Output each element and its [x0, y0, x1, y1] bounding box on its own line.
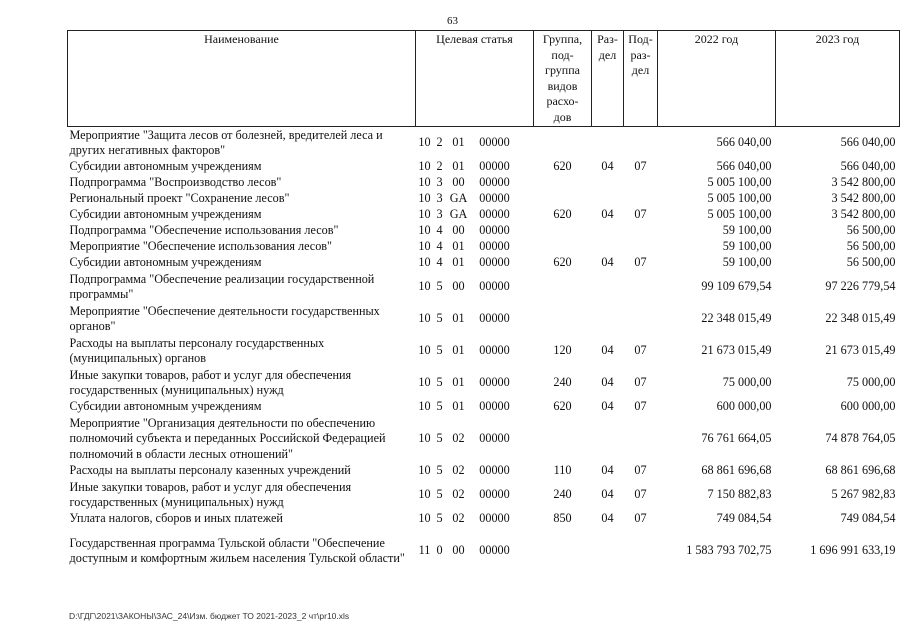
row-group: 110 — [553, 463, 572, 478]
row-name: Подпрограмма "Обеспечение реализации государственной программы" — [69, 271, 375, 301]
target-article-part: 00000 — [479, 463, 510, 478]
target-article-part: 10 — [418, 135, 431, 150]
row-target-article — [416, 127, 534, 160]
header-subsection: Под- раз- дел — [624, 31, 658, 127]
row-target-article — [416, 207, 534, 223]
row-group: 620 — [553, 255, 572, 270]
target-article-part: 00000 — [479, 543, 510, 558]
target-article-part: 01 — [452, 135, 465, 150]
target-article-part: 5 — [436, 399, 443, 414]
table-row — [68, 511, 900, 527]
target-article-part: 4 — [436, 239, 443, 254]
row-subsection — [624, 127, 658, 160]
row-target-article — [416, 223, 534, 239]
row-group — [534, 415, 592, 463]
row-subsection: 07 — [634, 399, 647, 414]
row-y2023: 56 500,00 — [846, 239, 896, 254]
row-y2022: 749 084,54 — [716, 511, 772, 526]
row-y2023: 600 000,00 — [840, 399, 896, 414]
target-article-part: 00000 — [479, 159, 510, 174]
target-article-part: 00000 — [479, 191, 510, 206]
target-article-part: 00000 — [479, 223, 510, 238]
row-group: 240 — [553, 375, 572, 390]
target-article-part: 01 — [452, 343, 465, 358]
row-y2022: 76 761 664,05 — [701, 431, 772, 446]
table-row — [68, 399, 900, 415]
row-group: 120 — [553, 343, 572, 358]
table-body — [68, 127, 900, 576]
table-header-row — [68, 31, 900, 127]
row-y2023: 56 500,00 — [846, 255, 896, 270]
row-target-article — [416, 335, 534, 367]
target-article-part: 10 — [418, 175, 431, 190]
budget-table — [67, 30, 900, 575]
target-article-part: 02 — [452, 463, 465, 478]
row-y2022: 75 000,00 — [722, 375, 772, 390]
row-name: Субсидии автономным учреждениям — [69, 207, 262, 222]
row-y2022: 600 000,00 — [716, 399, 772, 414]
row-y2022: 59 100,00 — [722, 239, 772, 254]
target-article-part: 00000 — [479, 207, 510, 222]
table-row — [68, 463, 900, 479]
target-article-part: 0 — [436, 543, 443, 558]
row-name: Субсидии автономным учреждениям — [69, 159, 262, 174]
row-y2023: 74 878 764,05 — [825, 431, 896, 446]
header-section: Раз- дел — [592, 31, 624, 127]
row-subsection — [624, 527, 658, 575]
target-article-part: GA — [449, 191, 468, 206]
row-section — [592, 271, 624, 303]
row-y2022: 7 150 882,83 — [707, 487, 772, 502]
row-name: Расходы на выплаты персоналу государственных (муниципальных) органов — [69, 335, 325, 365]
page-number: 63 — [447, 15, 458, 27]
row-name: Уплата налогов, сборов и иных платежей — [69, 511, 283, 526]
row-target-article — [416, 527, 534, 575]
row-name: Подпрограмма "Обеспечение использования лесов" — [69, 223, 339, 238]
target-article-part: 10 — [418, 239, 431, 254]
target-article-part: 00000 — [479, 431, 510, 446]
target-article-part: 10 — [418, 311, 431, 326]
target-article-part: 2 — [436, 135, 443, 150]
row-target-article — [416, 191, 534, 207]
target-article-part: 10 — [418, 511, 431, 526]
target-article-part: 01 — [452, 311, 465, 326]
row-section: 04 — [601, 463, 614, 478]
footer-file-path: D:\ГДГ\2021\ЗАКОНЫ\ЗАС_24\Изм. бюджет ТО 2021-2023_2 чт\pr10.xls — [69, 611, 350, 621]
row-subsection — [624, 223, 658, 239]
target-article-part: 5 — [436, 511, 443, 526]
row-target-article — [416, 175, 534, 191]
row-section — [592, 303, 624, 335]
target-article-part: 4 — [436, 255, 443, 270]
row-name: Расходы на выплаты персоналу казенных учреждений — [69, 463, 351, 478]
row-group: 620 — [553, 159, 572, 174]
row-name: Мероприятие "Обеспечение использования лесов" — [69, 239, 333, 254]
row-y2023: 3 542 800,00 — [831, 191, 896, 206]
row-subsection: 07 — [634, 487, 647, 502]
target-article-part: 01 — [452, 375, 465, 390]
row-target-article — [416, 271, 534, 303]
row-group — [534, 271, 592, 303]
row-subsection: 07 — [634, 207, 647, 222]
row-subsection — [624, 191, 658, 207]
target-article-part: 00000 — [479, 399, 510, 414]
row-y2023: 21 673 015,49 — [825, 343, 896, 358]
row-y2023: 1 696 991 633,19 — [810, 543, 896, 558]
row-section — [592, 175, 624, 191]
row-y2022: 21 673 015,49 — [701, 343, 772, 358]
row-y2023: 5 267 982,83 — [831, 487, 896, 502]
row-y2022: 99 109 679,54 — [701, 279, 772, 294]
target-article-part: 10 — [418, 207, 431, 222]
header-2022: 2022 год — [658, 31, 776, 127]
table-row — [68, 159, 900, 175]
table-row — [68, 527, 900, 575]
row-subsection — [624, 415, 658, 463]
target-article-part: 10 — [418, 343, 431, 358]
row-target-article — [416, 415, 534, 463]
row-subsection: 07 — [634, 255, 647, 270]
row-y2023: 56 500,00 — [846, 223, 896, 238]
target-article-part: 00000 — [479, 343, 510, 358]
target-article-part: 2 — [436, 159, 443, 174]
row-y2023: 97 226 779,54 — [825, 279, 896, 294]
row-y2023: 3 542 800,00 — [831, 175, 896, 190]
target-article-part: 10 — [418, 399, 431, 414]
target-article-part: 01 — [452, 255, 465, 270]
target-article-part: 10 — [418, 279, 431, 294]
target-article-part: 00000 — [479, 279, 510, 294]
target-article-part: GA — [449, 207, 468, 222]
row-group — [534, 127, 592, 160]
row-y2023: 749 084,54 — [840, 511, 896, 526]
row-y2022: 22 348 015,49 — [701, 311, 772, 326]
row-section: 04 — [601, 375, 614, 390]
target-article-part: 3 — [436, 191, 443, 206]
table-row — [68, 271, 900, 303]
target-article-part: 01 — [452, 239, 465, 254]
target-article-part: 00000 — [479, 511, 510, 526]
row-name: Региональный проект "Сохранение лесов" — [69, 191, 290, 206]
row-y2023: 75 000,00 — [846, 375, 896, 390]
row-y2023: 566 040,00 — [840, 135, 896, 150]
row-target-article — [416, 255, 534, 271]
row-name: Субсидии автономным учреждениям — [69, 399, 262, 414]
row-name: Мероприятие "Организация деятельности по обеспечению полномочий субъекта и переданных Российской Федерацией полномочий в области лесных отношений" — [69, 415, 386, 461]
row-name: Государственная программа Тульской области "Обеспечение доступным и комфортным жильем населения Тульской области" — [69, 535, 405, 565]
row-section: 04 — [601, 399, 614, 414]
target-article-part: 02 — [452, 511, 465, 526]
row-y2022: 59 100,00 — [722, 255, 772, 270]
target-article-part: 10 — [418, 255, 431, 270]
table-row — [68, 479, 900, 511]
row-section — [592, 223, 624, 239]
header-name: Наименование — [68, 31, 416, 127]
row-y2022: 5 005 100,00 — [707, 191, 772, 206]
table-row — [68, 255, 900, 271]
target-article-part: 5 — [436, 343, 443, 358]
header-2023: 2023 год — [776, 31, 900, 127]
row-section: 04 — [601, 255, 614, 270]
budget-table-sheet — [67, 30, 899, 575]
target-article-part: 3 — [436, 207, 443, 222]
row-name: Иные закупки товаров, работ и услуг для обеспечения государственных (муниципальных) нужд — [69, 367, 352, 397]
table-row — [68, 175, 900, 191]
row-section: 04 — [601, 159, 614, 174]
row-group — [534, 175, 592, 191]
row-subsection: 07 — [634, 375, 647, 390]
row-target-article — [416, 479, 534, 511]
target-article-part: 00000 — [479, 239, 510, 254]
target-article-part: 00 — [452, 223, 465, 238]
target-article-part: 00000 — [479, 375, 510, 390]
row-section: 04 — [601, 511, 614, 526]
row-target-article — [416, 399, 534, 415]
target-article-part: 5 — [436, 463, 443, 478]
row-section — [592, 191, 624, 207]
target-article-part: 10 — [418, 159, 431, 174]
target-article-part: 10 — [418, 223, 431, 238]
row-subsection — [624, 271, 658, 303]
row-y2023: 566 040,00 — [840, 159, 896, 174]
row-group: 850 — [553, 511, 572, 526]
target-article-part: 10 — [418, 487, 431, 502]
row-section — [592, 239, 624, 255]
row-section — [592, 527, 624, 575]
header-target-article: Целевая статья — [416, 31, 534, 127]
target-article-part: 11 — [418, 543, 431, 558]
row-target-article — [416, 367, 534, 399]
target-article-part: 00000 — [479, 255, 510, 270]
target-article-part: 5 — [436, 311, 443, 326]
row-y2022: 68 861 696,68 — [701, 463, 772, 478]
row-group: 620 — [553, 399, 572, 414]
target-article-part: 5 — [436, 431, 443, 446]
table-row — [68, 223, 900, 239]
row-section: 04 — [601, 487, 614, 502]
row-group — [534, 223, 592, 239]
table-row — [68, 335, 900, 367]
row-section: 04 — [601, 343, 614, 358]
target-article-part: 00000 — [479, 487, 510, 502]
table-row — [68, 303, 900, 335]
target-article-part: 10 — [418, 191, 431, 206]
target-article-part: 01 — [452, 399, 465, 414]
row-group — [534, 239, 592, 255]
row-y2022: 59 100,00 — [722, 223, 772, 238]
target-article-part: 00000 — [479, 175, 510, 190]
target-article-part: 10 — [418, 463, 431, 478]
row-group — [534, 303, 592, 335]
row-subsection — [624, 303, 658, 335]
row-target-article — [416, 511, 534, 527]
target-article-part: 00 — [452, 175, 465, 190]
row-y2022: 5 005 100,00 — [707, 175, 772, 190]
row-subsection: 07 — [634, 463, 647, 478]
row-target-article — [416, 463, 534, 479]
row-group: 620 — [553, 207, 572, 222]
target-article-part: 10 — [418, 431, 431, 446]
row-y2022: 5 005 100,00 — [707, 207, 772, 222]
row-subsection: 07 — [634, 159, 647, 174]
row-subsection — [624, 239, 658, 255]
table-row — [68, 191, 900, 207]
target-article-part: 00000 — [479, 311, 510, 326]
target-article-part: 00 — [452, 279, 465, 294]
row-section — [592, 415, 624, 463]
row-group: 240 — [553, 487, 572, 502]
row-y2023: 3 542 800,00 — [831, 207, 896, 222]
target-article-part: 3 — [436, 175, 443, 190]
row-section: 04 — [601, 207, 614, 222]
header-group: Группа, под- группа видов расхо- дов — [534, 31, 592, 127]
row-name: Иные закупки товаров, работ и услуг для обеспечения государственных (муниципальных) нужд — [69, 479, 352, 509]
target-article-part: 01 — [452, 159, 465, 174]
target-article-part: 5 — [436, 279, 443, 294]
row-target-article — [416, 303, 534, 335]
target-article-part: 02 — [452, 487, 465, 502]
row-name: Мероприятие "Обеспечение деятельности государственных органов" — [69, 303, 380, 333]
table-row — [68, 207, 900, 223]
row-group — [534, 527, 592, 575]
target-article-part: 00 — [452, 543, 465, 558]
target-article-part: 02 — [452, 431, 465, 446]
row-name: Подпрограмма "Воспроизводство лесов" — [69, 175, 282, 190]
target-article-part: 5 — [436, 487, 443, 502]
row-y2022: 566 040,00 — [716, 159, 772, 174]
target-article-part: 5 — [436, 375, 443, 390]
row-target-article — [416, 159, 534, 175]
row-subsection: 07 — [634, 343, 647, 358]
row-section — [592, 127, 624, 160]
row-name: Субсидии автономным учреждениям — [69, 255, 262, 270]
row-y2023: 22 348 015,49 — [825, 311, 896, 326]
row-y2023: 68 861 696,68 — [825, 463, 896, 478]
target-article-part: 10 — [418, 375, 431, 390]
row-y2022: 1 583 793 702,75 — [686, 543, 772, 558]
table-row — [68, 367, 900, 399]
row-group — [534, 191, 592, 207]
row-name: Мероприятие "Защита лесов от болезней, вредителей леса и других негативных факторов" — [69, 127, 383, 157]
row-target-article — [416, 239, 534, 255]
target-article-part: 4 — [436, 223, 443, 238]
row-subsection: 07 — [634, 511, 647, 526]
table-row — [68, 415, 900, 463]
row-y2022: 566 040,00 — [716, 135, 772, 150]
table-row — [68, 239, 900, 255]
target-article-part: 00000 — [479, 135, 510, 150]
table-row — [68, 127, 900, 160]
row-subsection — [624, 175, 658, 191]
